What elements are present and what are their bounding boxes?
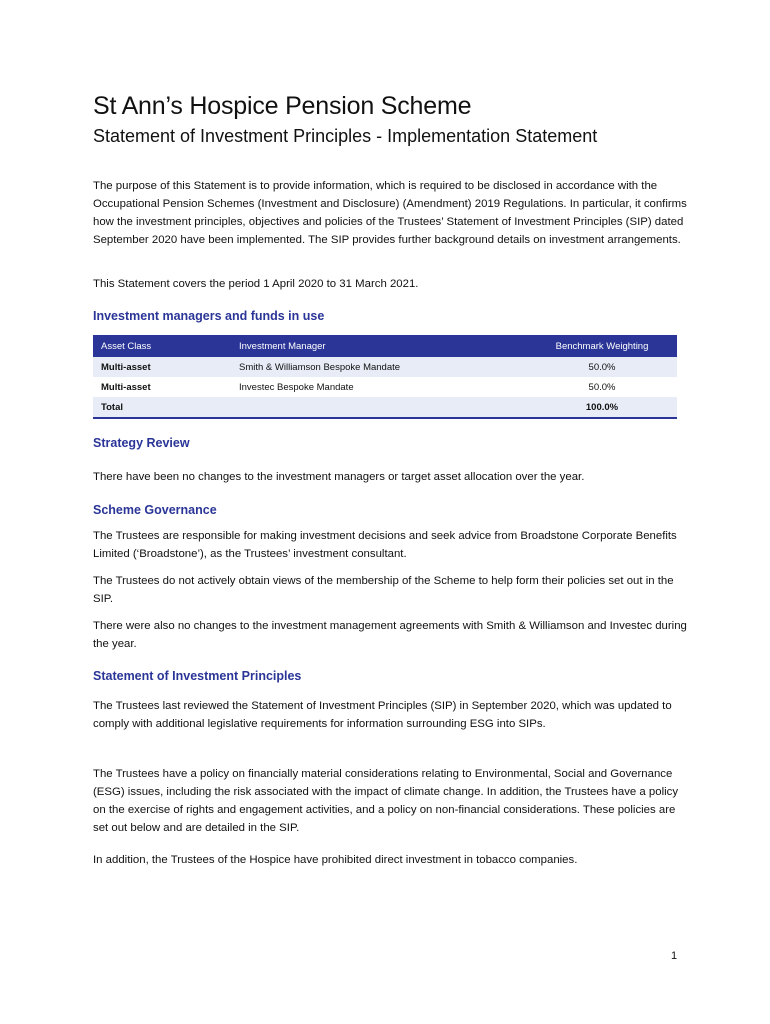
manager-cell: Investec Bespoke Mandate: [231, 377, 527, 397]
table-total-row: [93, 397, 677, 418]
asset-class-cell: Multi-asset: [93, 377, 231, 397]
document-title: St Ann’s Hospice Pension Scheme: [93, 92, 472, 120]
column-header-benchmark-weighting: Benchmark Weighting: [527, 335, 677, 357]
investment-heading: Investment managers and funds in use: [93, 309, 325, 323]
total-weighting-cell: 100.0%: [527, 397, 677, 418]
manager-cell: Smith & Williamson Bespoke Mandate: [231, 357, 527, 377]
funds-table: [93, 335, 677, 419]
sip-heading: Statement of Investment Principles: [93, 669, 302, 683]
sip-paragraph-2: The Trustees have a policy on financially material considerations relating to Environmental, Social and Governance (ESG) issues, including the risk associated with the impact of climate change. In addition, the Trustees have a policy on the exercise of rights and engagement activities, and a policy on non-financial considerations. These policies are set out below and are detailed in the SIP.: [93, 768, 679, 834]
total-empty-cell: [231, 397, 527, 418]
weighting-cell: 50.0%: [527, 357, 677, 377]
column-header-asset-class: Asset Class: [93, 335, 231, 357]
sip-paragraph-1: The Trustees last reviewed the Statement of Investment Principles (SIP) in September 2020, which was updated to comply with additional legislative requirements for information surrounding ESG into SIPs.: [93, 700, 672, 730]
total-label-cell: Total: [93, 397, 231, 418]
weighting-cell: 50.0%: [527, 377, 677, 397]
strategy-paragraph: There have been no changes to the investment managers or target asset allocation over the year.: [93, 471, 585, 483]
page-number: 1: [671, 950, 678, 962]
column-header-investment-manager: Investment Manager: [231, 335, 527, 357]
intro-paragraph: The purpose of this Statement is to provide information, which is required to be disclosed in accordance with the Occupational Pension Schemes (Investment and Disclosure) (Amendment) 2019 Regulations. In particular, it confirms how the investment principles, objectives and policies of the Trustees’ Statement of Investment Principles (SIP) dated September 2020 have been implemented. The SIP provides further background details on investment arrangements.: [93, 180, 687, 246]
governance-paragraph-2: The Trustees do not actively obtain views of the membership of the Scheme to help form their policies set out in the SIP.: [93, 575, 674, 605]
governance-paragraph-3: There were also no changes to the investment management agreements with Smith & Williamson and Investec during the year.: [93, 620, 687, 650]
table-row: [93, 377, 677, 397]
document-subtitle: Statement of Investment Principles - Implementation Statement: [93, 126, 598, 146]
governance-heading: Scheme Governance: [93, 503, 217, 517]
governance-paragraph-1: The Trustees are responsible for making investment decisions and seek advice from Broadstone Corporate Benefits Limited (‘Broadstone’), as the Trustees’ investment consultant.: [93, 530, 677, 560]
strategy-heading: Strategy Review: [93, 436, 190, 450]
table-header-row: [93, 335, 677, 357]
sip-paragraph-3: In addition, the Trustees of the Hospice have prohibited direct investment in tobacco companies.: [93, 854, 578, 866]
table-row: [93, 357, 677, 377]
period-paragraph: This Statement covers the period 1 April 2020 to 31 March 2021.: [93, 278, 419, 290]
asset-class-cell: Multi-asset: [93, 357, 231, 377]
